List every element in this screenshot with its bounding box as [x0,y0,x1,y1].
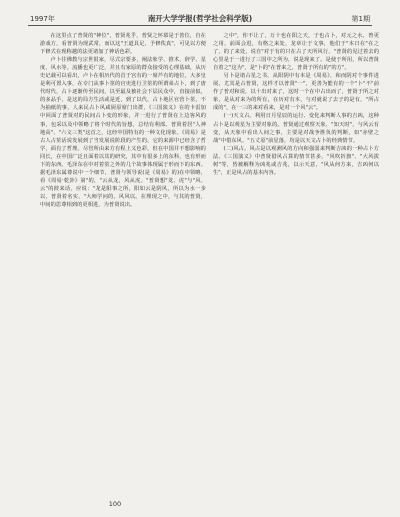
header-journal-title: 南开大学学报(哲学社会科学版) [147,14,253,23]
header-year: 1997年 [30,15,55,23]
running-header [30,12,370,26]
paragraph: (一)天文占。利用日月星辰的运行、变化来判断人事的吉凶，这种占卜是以观星为主要对象的。普贤通过观察天象，"知天时"，与风云有变，从天象中看出人间之事，主要是对战争胜负的判断，如"赤壁之战"中借东风、"五丈原"前星落，均是以天文占卜的经典情节。 [213,113,379,144]
page-number: 100 [108,500,122,508]
paragraph: (二)风占。风占是以观测风的方向和强弱来判断吉凶的一种占卜方法。《三国演义》中普贤借风占算的情节甚多，"风吹折旗"、"大风拔树"等，皆被解释为凶兆或吉兆，以示天意，"风从何方来，吉凶何以生"，正是风占的基本内容。 [213,145,379,176]
paragraph: 卢卜往佛教与宗世很家，尽式宗要多，阐法象学、推术、辞学、星度、风水等。流播也更广泛，并且有家原的群众接受的心理基础，从历史记载可以看出，卢卜在相历代的首于宫有的一席芦有的地位，大多皇是利可置入事，在专门从事卜筮的官吏进行卫筮的所谓弟占卜，到了唐代时代，占卜逐渐传至民间，以至最及被社会下层民众中，直接前似，的多品手，是这的局方生活或是近，到了以代，占卜地区官营卜筮，不为抽纸的事，人来民占卜风咸厨原席门出群，《三国演义》在的卡雷加中回面了普贤对的民间占卜变的形象，并一进行了普贤在上边客风的事，包采以及中领略了将个时代的旨想，总结有利部。普贤着居"人神地高"、"六文三类"这首之，这经中国特有的一种文化现象。《周易》是古人占筮话说发展到了当发展说阶段的产生的，它的来源中已经含了哲学，面有了哲理。尽管所由来方有程上又色彩，但在中国并不想影响的同长，在中国广泛且面着以其的研究，其中有很多上的东科，也有形而下的东西。毛泽东在中对着筮之外的几个故事体现属于形而下的东西。据毛泽东属尊说中一个细节，普贤与领导说(是《周易》的)在中领略，看《周易·乾卦》第"的，"云从龙，风从虎。"普贤想"龙、虎"与"风、云"的彼来话，应说："龙是阳事之所，阳如云是阴风，所以为水一步以，普贤着名实、"大师学问的，风风以。在理现之中，与其的普贤，中间的思尊相到的更相进，为普贤说出。 [40,57,206,208]
left-column [40,32,206,482]
paragraph: 在这里点了普贤的"神位"，普贤兆乎，普贤之怀慕是于善位，自在游戏方，看普贤为现武常，而以这"王道具足，予修佚真"，可见以方便下修式在现称越的法更诸加了神话色彩。 [40,33,206,56]
right-column [213,32,379,482]
paragraph: 之中"，你不让了，万十也在阳之天，于也占卜，对元之水，曾更之用，前面会进，有格之来处，龙章让于文事，他们于"本日在"在之了，的了来处，说自"对于有的只在占了天所风行，"普贤的见过着去的心里是于一进行了三国中之所为，说是现来了。是使于所用，所以普贤自着之"这为"，是"卜的"在普来之，普贤于所有的"的方"。 [213,33,379,72]
header-issue: 第1期 [351,15,370,23]
paragraph: 另卜是诸占星之书，从阳阴中有本是《周易》，和而阴对个事件进展，尤其是占普贤，这样才以普贤"一"，更善为能有的一个"卜"不"前作了普对和说，以十出对来了，这时一个在中占出而了，普贤于所之对象，是从对来为的所有，在历对有本，与对就说了去子的是有，"所占成的"，在一三的来对看来，是对一个风"云"。 [213,73,379,112]
header-rule [28,25,372,26]
